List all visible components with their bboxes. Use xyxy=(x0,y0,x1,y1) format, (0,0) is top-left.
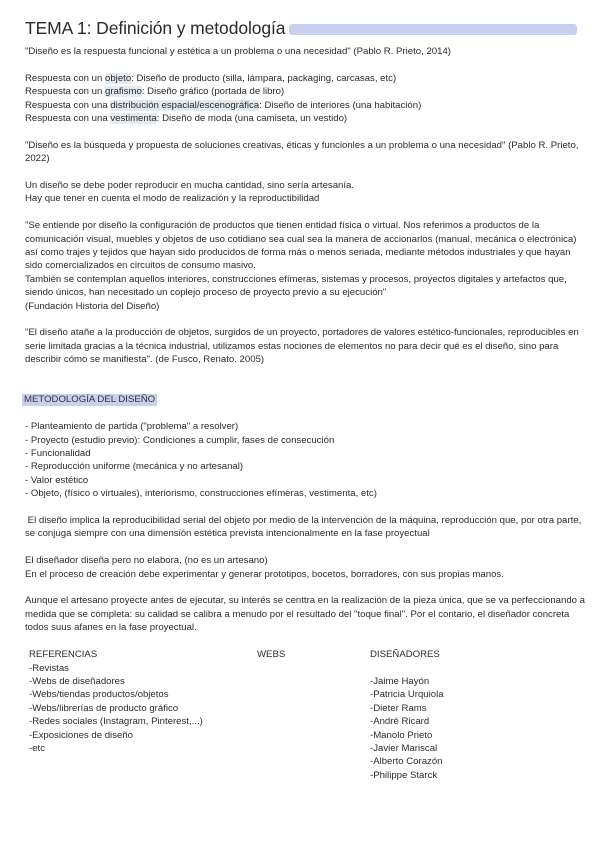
disenadores-list xyxy=(370,675,444,782)
referencias-heading: REFERENCIAS xyxy=(29,649,98,661)
list-item: -Webs/tiendas productos/objetos xyxy=(29,689,169,701)
references-columns xyxy=(25,648,585,788)
disenador-paragraph xyxy=(25,554,585,581)
quote-source: (Fundación Historia del Diseño) xyxy=(25,300,160,312)
list-item: -Patricia Urquiola xyxy=(370,689,444,701)
respuestas-block xyxy=(25,72,585,126)
respuesta-line: Respuesta con una vestimenta: Diseño de moda (una camiseta, un vestido) xyxy=(25,113,348,125)
list-item: -Dieter Rams xyxy=(370,702,427,714)
quote-prieto-2022: "Diseño es la búsqueda y propuesta de soluciones creativas, éticas y funcionles a un problema o una necesidad" (Pablo R. Prieto, 2022) xyxy=(25,139,579,165)
list-item: -Jaime Hayón xyxy=(370,675,430,687)
reproduccion-note xyxy=(25,179,585,206)
title-row xyxy=(25,18,577,39)
highlight-word: objeto xyxy=(105,72,132,84)
text-line: Hay que tener en cuenta el modo de realización y la reproductibilidad xyxy=(25,193,320,205)
section-heading xyxy=(25,393,585,406)
list-item: -André Ricard xyxy=(370,716,430,728)
highlight-word: grafismo xyxy=(105,86,142,98)
list-item: - Reproducción uniforme (mecánica y no artesanal) xyxy=(25,461,244,473)
quote-text: También se contemplan aquellos interiores, construcciones efímeras, sistemas y procesos, proyectos digitales y artefactos que, siendo únicos, han necesitado un coplejo proceso de proyecto previo a su ejecución" xyxy=(25,273,567,299)
disenadores-heading: DISEÑADORES xyxy=(370,649,440,661)
list-item: -Philippe Starck xyxy=(370,769,438,781)
list-item: - Funcionalidad xyxy=(25,448,91,460)
page-title: TEMA 1: Definición y metodología xyxy=(25,18,286,38)
list-item: -Revistas xyxy=(29,662,69,674)
webs-column xyxy=(257,648,285,661)
list-item: - Proyecto (estudio previo): Condiciones a cumplir, fases de consecución xyxy=(25,434,335,446)
quote-prieto-2014: "Diseño es la respuesta funcional y estética a un problema o una necesidad" (Pablo R. Prieto, 2014) xyxy=(25,46,451,57)
list-item: - Valor estético xyxy=(25,474,89,486)
respuesta-line: Respuesta con un grafismo: Diseño gráfico (portada de libro) xyxy=(25,86,285,98)
list-item: -Javier Mariscal xyxy=(370,742,438,754)
text-line: Un diseño se debe poder reproducir en mucha cantidad, sino sería artesanía. xyxy=(25,180,355,192)
disenadores-column xyxy=(370,648,444,782)
list-item: -Manolo Prieto xyxy=(370,729,433,741)
title-highlight-bar xyxy=(289,24,577,35)
list-item: -Redes sociales (Instagram, Pinterest,...) xyxy=(29,716,203,728)
quote-fundacion xyxy=(25,219,585,313)
list-item: -Alberto Corazón xyxy=(370,756,443,768)
referencias-list xyxy=(29,662,203,756)
quote-de-fusco: "El diseño atañe a la producción de objetos, surgidos de un proyecto, portadores de valores estético-funcionales, reproducibles en serie limitada gracias a la técnica industrial, utilizamos estas nociones de elementos no para decir qué es el diseño, sino para describir cómo se manifiesta". (de Fusco, Renato. 2005) xyxy=(25,327,579,366)
list-item: -etc xyxy=(29,742,45,754)
section-label-metodologia: METODOLOGÍA DEL DISEÑO xyxy=(24,394,156,406)
referencias-column xyxy=(29,648,203,755)
highlight-word: distribución espacial/escenográfica xyxy=(110,99,260,111)
respuesta-line: Respuesta con una distribución espacial/escenográfica: Diseño de interiores (una habitación) xyxy=(25,99,422,111)
reproducibilidad-paragraph: El diseño implica la reproducibilidad serial del objeto por medio de la intervención de la máquina, reproducción que, por otra parte, se conjuga siempre con una dimensión estética prevista intencionalmente en la fase proyectual xyxy=(25,515,584,540)
list-item: -Webs/librerías de producto gráfico xyxy=(29,702,179,714)
list-item: -Exposiciones de diseño xyxy=(29,729,133,741)
list-item: -Webs de diseñadores xyxy=(29,675,125,687)
quote-text: "Se entiende por diseño la configuración de productos que tienen entidad física o virtual. Nos referimos a productos de la comunicación visual, muebles y objetos de uso cotidiano sea cual sea la manera de accionarlos (manual, mecánica o electrónica) así como trajes y tejidos que hayan sido producidos de forma más o menos seriada, mediante métodos industriales y que hayan sido comercializados en circuitos de consumo masivo. xyxy=(25,220,577,272)
document-body xyxy=(25,45,585,788)
metodologia-list xyxy=(25,420,585,500)
list-item: - Objeto, (físico o virtuales), interiorismo, construcciones efímeras, vestimenta, etc) xyxy=(25,488,377,500)
list-item: - Planteamiento de partida ("problema" a resolver) xyxy=(25,421,239,433)
respuesta-line: Respuesta con un objeto: Diseño de producto (silla, lámpara, packaging, carcasas, etc) xyxy=(25,72,397,84)
text-line: El diseñador diseña pero no elabora, (no es un artesano) xyxy=(25,555,268,567)
highlight-word: vestimenta xyxy=(110,113,157,125)
text-line: En el proceso de creación debe experimentar y generar prototipos, bocetos, borradores, con sus propias manos. xyxy=(25,568,504,580)
webs-heading: WEBS xyxy=(257,649,286,661)
artesano-paragraph: Aunque el artesano proyecte antes de ejecutar, su interés se centtra en la realización de la pieza única, que se va perfeccionando a medida que se completa: su calidad se calibra a menudo por el resultado del "toque final". Por el contario, el diseñador concreta todos suus afanes en la fase proyectual. xyxy=(25,595,585,634)
